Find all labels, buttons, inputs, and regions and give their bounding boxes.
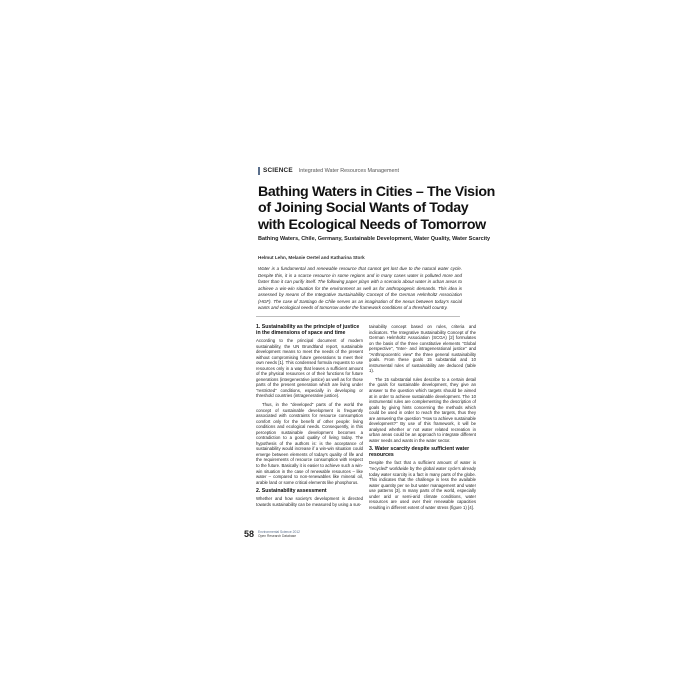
footer-info — [258, 530, 300, 538]
paragraph: According to the principal document of modern sustainability, the UN Brundtland report, sustainable development means to meet the needs of the present without compromising future generations to meet their own needs [1]. This condensed formula requests to use resources only in a way that leaves a sufficient amount of the physical resources or of their functions for future generations (intergenerative justice) as well as for those parts of the present generation which are living under "restricted" conditions, especially in developing or threshold countries (intragenerative justice). — [256, 338, 363, 399]
heading-section-1: 1. Sustainability as the principle of justice in the dimensions of space and time — [256, 324, 360, 336]
page-footer — [244, 529, 300, 539]
text-column-left — [256, 324, 363, 510]
footer-publisher: Open Research Database — [258, 534, 297, 538]
section-divider — [256, 316, 460, 317]
page-number: 58 — [244, 529, 255, 539]
section-label: SCIENCE — [263, 167, 293, 174]
heading-section-3: 3. Water scarcity despite sufficient water resources — [369, 446, 470, 459]
paragraph: tainability concept based on rules, criteria and indicators. The Integrative Sustainability Concept of the German Helmholtz Association (SCGA) [2] formulates on the basis of the three constitutive elements "Global perspective", "Inter- and intragenerational justice" and "Anthropocentric view" the three general sustainability goals. From these goals 15 substantial and 10 instrumental rules of sustainability are deduced (table 1). — [369, 324, 476, 374]
footer-journal: Environmental Science 2012 — [258, 530, 300, 534]
paragraph: Thus, in the "developed" parts of the world the concept of sustainable development is frequently associated with constraints for resource consumption comfort only for the benefit of other people: living conditions and ecological needs. Consequently, in this perception sustainable development becomes a contradiction to a good quality of living today. The hypothesis of the authors is: is the acceptance of sustainability would increase if a win-win situation could emerge between elements of today's quality of life and the requirements of resource consumption with respect to the future. Basically it is easier to achieve such a win-win situation in the case of renewable resources – like water – compared to non-renewables like mineral oil, arable land or some critical elements like phosphorus. — [256, 402, 363, 485]
section-header — [258, 166, 448, 175]
paragraph: Whether and how society's development is directed towards sustainability can be measured by using a sus- — [256, 496, 363, 507]
article-title: Bathing Waters in Cities – The Vision of Joining Social Wants of Today with Ecological Needs of Tomorrow — [258, 184, 495, 233]
article-abstract: Water is a fundamental and renewable resource that cannot get lost due to the natural water cycle. Despite this, it is a scarce resource in some regions and in many cases water is polluted more and faster than it can purify itself. The following paper plays with a scenario about water in urban areas to achieve a win-win situation for the environment as well as for anthropogenic demands. This idea is assessed by means of the Integrative Sustainability Concept of the German Helmholtz Association (HGF). The case of Santiago de Chile serves as an imagination of the nexus between today's social wants and ecological needs of tomorrow under the framework conditions of a threshold country. — [258, 266, 462, 310]
article-keywords: Bathing Waters, Chile, Germany, Sustainable Development, Water Quality, Water Scarcity — [258, 236, 491, 242]
section-marker — [258, 167, 260, 175]
article-authors: Helmut Lehn, Melanie Oertel and Katharina Stork — [258, 255, 365, 260]
text-column-right — [369, 324, 476, 513]
paragraph: Despite the fact that a sufficient amount of water is "recycled" worldwide by the global water cycle's already today water scarcity is a fact in many parts of the globe. This indicates that the challenge is less the available water quantity per se but water management and water use patterns [3]. In many parts of the world, especially under arid or semi-arid climate conditions, water resources are used over their renewable capacities resulting in different extent of water stress (figure 1) [4]. — [369, 460, 476, 510]
heading-section-2: 2. Sustainability assessment — [256, 488, 327, 495]
subsection-label: Integrated Water Resources Management — [298, 167, 399, 174]
paragraph: The 15 substantial rules describe to a certain detail the goals for sustainable development, they give an answer to the question which targets should be aimed at in order to achieve sustainable development. The 10 instrumental rules are complementing the description of goals by giving hints concerning the methods which could be used in order to reach the targets, thus they are answering the question "How to achieve sustainable development?" By use of this framework, it will be analysed whether or not water related recreation in urban areas could be an approach to integrate different water needs and wants in the water sector. — [369, 376, 476, 443]
